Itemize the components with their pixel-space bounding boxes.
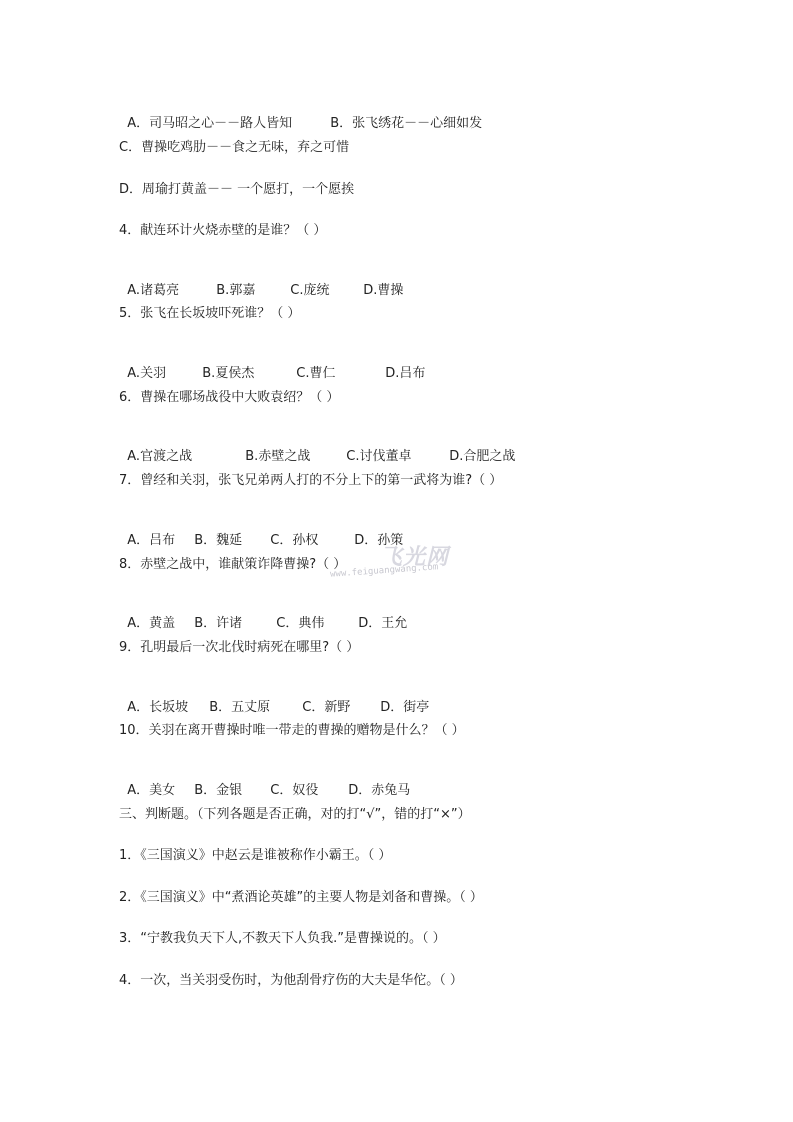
option: B.赤壁之战 bbox=[245, 449, 311, 464]
q3-option-c: C．曹操吃鸡肋－－食之无味，弃之可惜 bbox=[119, 140, 350, 155]
option: D.合肥之战 bbox=[449, 449, 516, 464]
option: A.关羽 bbox=[127, 366, 167, 381]
option: A.诸葛亮 bbox=[127, 283, 180, 298]
judge-item-4: 4．一次，当关羽受伤时，为他刮骨疗伤的大夫是华佗。（ ） bbox=[119, 973, 463, 988]
question-8: 8．赤壁之战中，谁献策诈降曹操?（ ） bbox=[119, 557, 347, 572]
q10-options bbox=[119, 764, 410, 800]
option: A.官渡之战 bbox=[127, 449, 193, 464]
option: D.曹操 bbox=[363, 283, 404, 298]
q3-options-row-ab bbox=[119, 97, 482, 133]
option: C.曹仁 bbox=[296, 366, 336, 381]
question-5: 5．张飞在长坂坡吓死谁？（ ） bbox=[119, 306, 301, 321]
option: B．五丈原 bbox=[209, 700, 271, 715]
section-3-heading: 三、判断题。（下列各题是否正确，对的打“√”，错的打“×”） bbox=[119, 807, 471, 822]
watermark-url: www.feiguangwang.com bbox=[329, 562, 439, 580]
option: D．王允 bbox=[358, 616, 408, 631]
option: C．奴役 bbox=[270, 783, 319, 798]
judge-item-2: 2．《三国演义》中“煮酒论英雄”的主要人物是刘备和曹操。（ ） bbox=[119, 890, 483, 905]
option: C.庞统 bbox=[290, 283, 330, 298]
option: B．金银 bbox=[194, 783, 243, 798]
question-10: 10．关羽在离开曹操时唯一带走的曹操的赠物是什么？（ ） bbox=[119, 723, 465, 738]
question-6: 6．曹操在哪场战役中大败袁绍？（ ） bbox=[119, 390, 340, 405]
q5-options bbox=[119, 347, 425, 383]
q3-option-a: A．司马昭之心－－路人皆知 bbox=[127, 116, 293, 131]
question-9: 9．孔明最后一次北伐时病死在哪里?（ ） bbox=[119, 640, 360, 655]
q9-options bbox=[119, 681, 429, 717]
option: A．黄盖 bbox=[127, 616, 176, 631]
watermark-brand: 飞光网 bbox=[380, 544, 450, 570]
q6-options bbox=[119, 430, 515, 466]
option: A．长坂坡 bbox=[127, 700, 189, 715]
option: D．街亭 bbox=[380, 700, 430, 715]
watermark-logo bbox=[330, 540, 470, 590]
q3-option-b: B．张飞绣花－－心细如发 bbox=[330, 116, 483, 131]
option: C．典伟 bbox=[276, 616, 325, 631]
q8-options bbox=[119, 597, 407, 633]
judge-item-1: 1．《三国演义》中赵云是谁被称作小霸王。（ ） bbox=[119, 848, 392, 863]
option: D．孙策 bbox=[354, 533, 404, 548]
q3-option-d: D．周瑜打黄盖－－ 一个愿打，一个愿挨 bbox=[119, 182, 355, 197]
option: D．赤兔马 bbox=[348, 783, 411, 798]
option: B．许诸 bbox=[194, 616, 243, 631]
option: B．魏延 bbox=[194, 533, 243, 548]
option: C.讨伐董卓 bbox=[346, 449, 412, 464]
q4-options bbox=[119, 264, 403, 300]
option: B.夏侯杰 bbox=[202, 366, 255, 381]
option: C．孙权 bbox=[270, 533, 319, 548]
judge-item-3: 3．“宁教我负天下人,不教天下人负我.”是曹操说的。（ ） bbox=[119, 931, 446, 946]
question-4: 4．献连环计火烧赤壁的是谁？（ ） bbox=[119, 223, 327, 238]
option: A．吕布 bbox=[127, 533, 176, 548]
option: D.吕布 bbox=[385, 366, 426, 381]
option: B.郭嘉 bbox=[216, 283, 256, 298]
option: C．新野 bbox=[302, 700, 351, 715]
question-7: 7．曾经和关羽，张飞兄弟两人打的不分上下的第一武将为谁?（ ） bbox=[119, 473, 503, 488]
option: A．美女 bbox=[127, 783, 176, 798]
